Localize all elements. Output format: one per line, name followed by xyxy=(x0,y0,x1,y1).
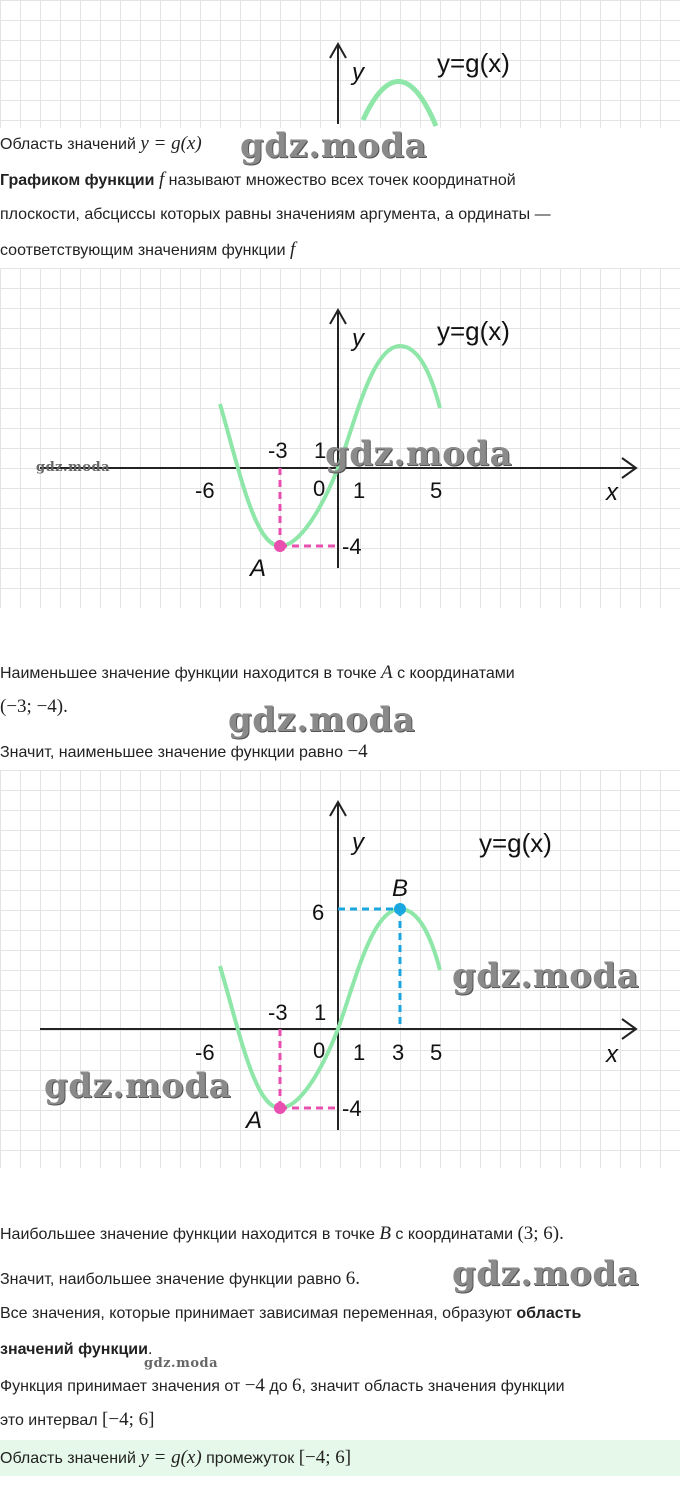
watermark: gdz.moda xyxy=(240,126,428,166)
tick-label-x-5: 5 xyxy=(430,1040,443,1065)
tick-label-zero: 0 xyxy=(313,476,326,501)
point-a-label: A xyxy=(250,555,267,582)
tick-label-minus-3: -3 xyxy=(268,438,288,463)
tick-label-x-5: 5 xyxy=(430,478,443,503)
definition-line-3: соответствующим значениям функции f xyxy=(0,239,296,260)
function-curve xyxy=(220,909,443,1108)
answer-line: Область значений y = g(x) промежуток [−4; 6] xyxy=(0,1447,352,1468)
watermark: gdz.moda xyxy=(44,1066,232,1106)
tick-label-y-1: 1 xyxy=(314,1000,327,1025)
tick-label-y-6: 6 xyxy=(312,900,325,925)
x-axis-label: x xyxy=(606,1041,618,1068)
min-line-1: Наименьшее значение функции находится в точке A с координатами xyxy=(0,662,515,683)
range-line-4: это интервал [−4; 6] xyxy=(0,1409,155,1430)
definition-line-1: Графиком функции f называют множество всех точек координатной xyxy=(0,169,516,190)
watermark: gdz.moda xyxy=(228,700,416,740)
function-label: y=g(x) xyxy=(479,828,552,858)
graph-top-fragment xyxy=(0,0,680,128)
tick-label-x-3: 3 xyxy=(392,1040,405,1065)
point-a xyxy=(274,540,286,552)
max-line-1: Наибольшее значение функции находится в точке B с координатами (3; 6). xyxy=(0,1223,564,1244)
watermark: gdz.moda xyxy=(452,1254,640,1294)
range-line-top: Область значений y = g(x) xyxy=(0,133,202,154)
graph-max-point xyxy=(0,770,680,1168)
function-label: y=g(x) xyxy=(437,48,510,78)
min-line-2: (−3; −4). xyxy=(0,696,68,717)
point-a-label: A xyxy=(246,1107,263,1134)
range-line-3: Функция принимает значения от −4 до 6, значит область значения функции xyxy=(0,1375,565,1396)
watermark: gdz.moda xyxy=(452,956,640,996)
function-label: y=g(x) xyxy=(437,316,510,346)
tick-label-minus-6: -6 xyxy=(195,1040,215,1065)
point-b-label: B xyxy=(392,875,409,902)
watermark: gdz.moda xyxy=(325,434,513,474)
y-axis-label: y xyxy=(352,325,364,352)
y-axis-label: y xyxy=(352,829,364,856)
tick-label-y-1: 1 xyxy=(314,438,327,463)
y-axis-label: y xyxy=(352,59,364,86)
definition-line-2: плоскости, абсциссы которых равны значениям аргумента, а ординаты — xyxy=(0,206,551,223)
watermark-small: gdz.moda xyxy=(36,460,111,475)
min-line-3: Значит, наименьшее значение функции равно −4 xyxy=(0,741,368,762)
range-line-1: Все значения, которые принимает зависимая переменная, образуют область xyxy=(0,1305,582,1322)
x-axis-label: x xyxy=(606,479,618,506)
tick-label-zero: 0 xyxy=(313,1038,326,1063)
tick-label-minus-3: -3 xyxy=(268,1000,288,1025)
function-curve xyxy=(363,81,436,126)
point-a xyxy=(274,1102,286,1114)
graph-top-svg xyxy=(0,0,680,128)
tick-label-minus-4: -4 xyxy=(342,1096,362,1121)
graph-min-point xyxy=(0,268,680,608)
watermark-small: gdz.moda xyxy=(144,1356,219,1371)
range-line-2: значений функции. xyxy=(0,1341,153,1358)
tick-label-x-1: 1 xyxy=(353,478,366,503)
tick-label-x-1: 1 xyxy=(353,1040,366,1065)
point-b xyxy=(394,903,406,915)
max-line-2: Значит, наибольшее значение функции равно 6. xyxy=(0,1268,360,1289)
tick-label-minus-6: -6 xyxy=(195,478,215,503)
tick-label-minus-4: -4 xyxy=(342,534,362,559)
